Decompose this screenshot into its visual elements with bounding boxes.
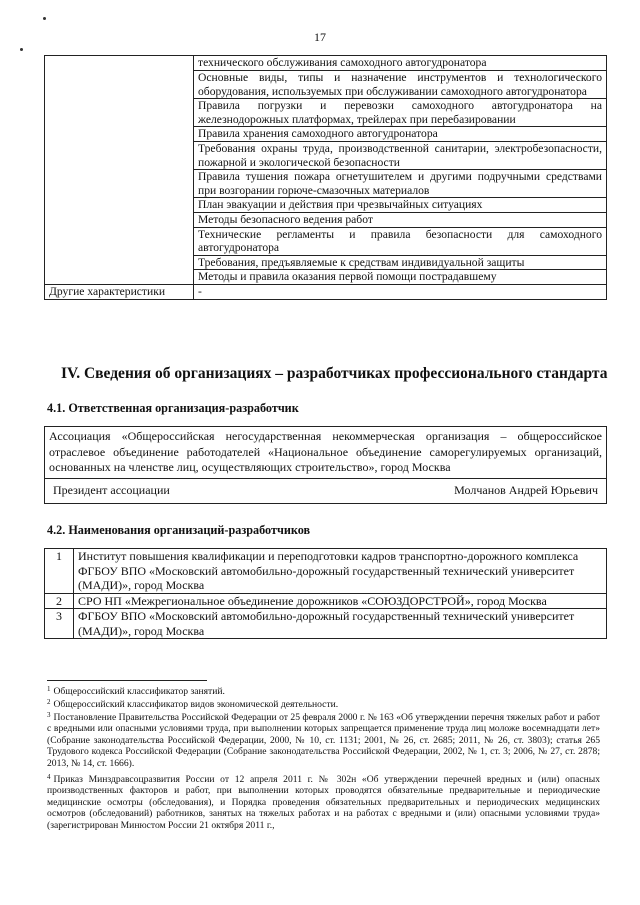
footnote-number: 2 [47,698,51,706]
section-title: IV. Сведения об организациях – разработчиках профессионального стандарта [61,365,608,382]
developer-number: 2 [45,593,74,609]
developer-name: ФГБОУ ВПО «Московский автомобильно-дорожный государственный технический университет (МАДИ)», город Москва [74,609,607,639]
other-characteristics-label: Другие характеристики [45,284,194,299]
footnote-separator [47,680,207,681]
footnote-text: Приказ Минздравсоцразвития России от 12 апреля 2011 г. № 302н «Об утверждении перечней вредных и (или) опасных производственных факторов и работ, при выполнении которых проводятся обязательные предварительные и периодические медицинские осмотры (обследования), и Порядка проведения обязательных предварительных и периодических медицинских осмотров (обследований) работников, занятых на тяжелых работах и на работах с вредными и (или) опасными условиями труда» (зарегистрирован Минюстом России 21 октября 2011 г., [47,774,600,831]
footnote-text: Постановление Правительства Российской Федерации от 25 февраля 2000 г. № 163 «Об утверждении перечня тяжелых работ и работ с вредными или опасными условиями труда, при выполнении которых запрещается применение труда лиц моложе восемнадцати лет» (Собрание законодательства Российской Федерации, 2000, № 10, ст. 1131; 2001, № 26, ст. 2685; 2011, № 26, ст. 3803); статья 265 Трудового кодекса Российской Федерации (Собрание законодательства Российской Федерации, 2002, № 1, ст. 3; 2006, № 27, ст. 2878; 2013, № 14, ст. 1666). [47,712,600,769]
table-row: Правила погрузки и перевозки самоходного автогудронатора на железнодорожных платформах, трейлерах при перебазировании [194,99,607,127]
table-row: Методы безопасного ведения работ [194,212,607,227]
scan-mark [20,48,23,51]
responsible-org-box [44,426,607,478]
table-row: Основные виды, типы и назначение инструментов и технологического оборудования, используемых при обслуживании самоходного автогудронатора [194,71,607,99]
president-label: Президент ассоциации [53,483,170,497]
footnote [47,774,600,831]
page-number: 17 [314,30,326,44]
table-row: Требования охраны труда, производственной санитарии, электробезопасности, пожарной и экологической безопасности [194,141,607,169]
table-label-cell [45,56,194,285]
footnote-number: 3 [47,711,51,719]
developer-number: 1 [45,549,74,594]
subsection-title-developers: 4.2. Наименования организаций-разработчиков [47,523,311,537]
developer-number: 3 [45,609,74,639]
footnote-number: 4 [47,773,51,781]
table-row [45,593,607,609]
other-characteristics-value: - [194,284,607,299]
table-row [45,609,607,639]
table-row: План эвакуации и действия при чрезвычайных ситуациях [194,198,607,213]
developers-table [44,548,607,639]
developer-name: Институт повышения квалификации и переподготовки кадров транспортно-дорожного комплекса ФГБОУ ВПО «Московский автомобильно-дорожный государственный технический университет (МАДИ)», город Москва [74,549,607,594]
footnote-number: 1 [47,685,51,693]
president-row [44,478,607,504]
subsection-title-responsible: 4.1. Ответственная организация-разработчик [47,401,299,415]
table-row: Правила тушения пожара огнетушителем и другими подручными средствами при возгорании горюче-смазочных материалов [194,170,607,198]
qualification-table [44,55,607,300]
table-row [45,549,607,594]
footnote-text: Общероссийский классификатор видов экономической деятельности. [53,699,339,710]
responsible-org-name: Ассоциация «Общероссийская негосударственная некоммерческая организация – общероссийское отраслевое объединение работодателей «Национальное объединение саморегулируемых организаций, основанных на членстве лиц, осуществляющих строительство», город Москва [49,429,602,474]
footnote [47,712,600,769]
president-name: Молчанов Андрей Юрьевич [454,483,598,497]
footnote [47,686,600,697]
table-row: технического обслуживания самоходного автогудронатора [194,56,607,71]
footnote [47,699,600,710]
table-row: Правила хранения самоходного автогудронатора [194,127,607,142]
scan-mark [43,17,46,20]
table-row: Требования, предъявляемые к средствам индивидуальной защиты [194,255,607,270]
table-row: Технические регламенты и правила безопасности для самоходного автогудронатора [194,227,607,255]
table-row: Методы и правила оказания первой помощи пострадавшему [194,270,607,285]
developer-name: СРО НП «Межрегиональное объединение дорожников «СОЮЗДОРСТРОЙ», город Москва [74,593,607,609]
footnote-text: Общероссийский классификатор занятий. [53,686,225,697]
